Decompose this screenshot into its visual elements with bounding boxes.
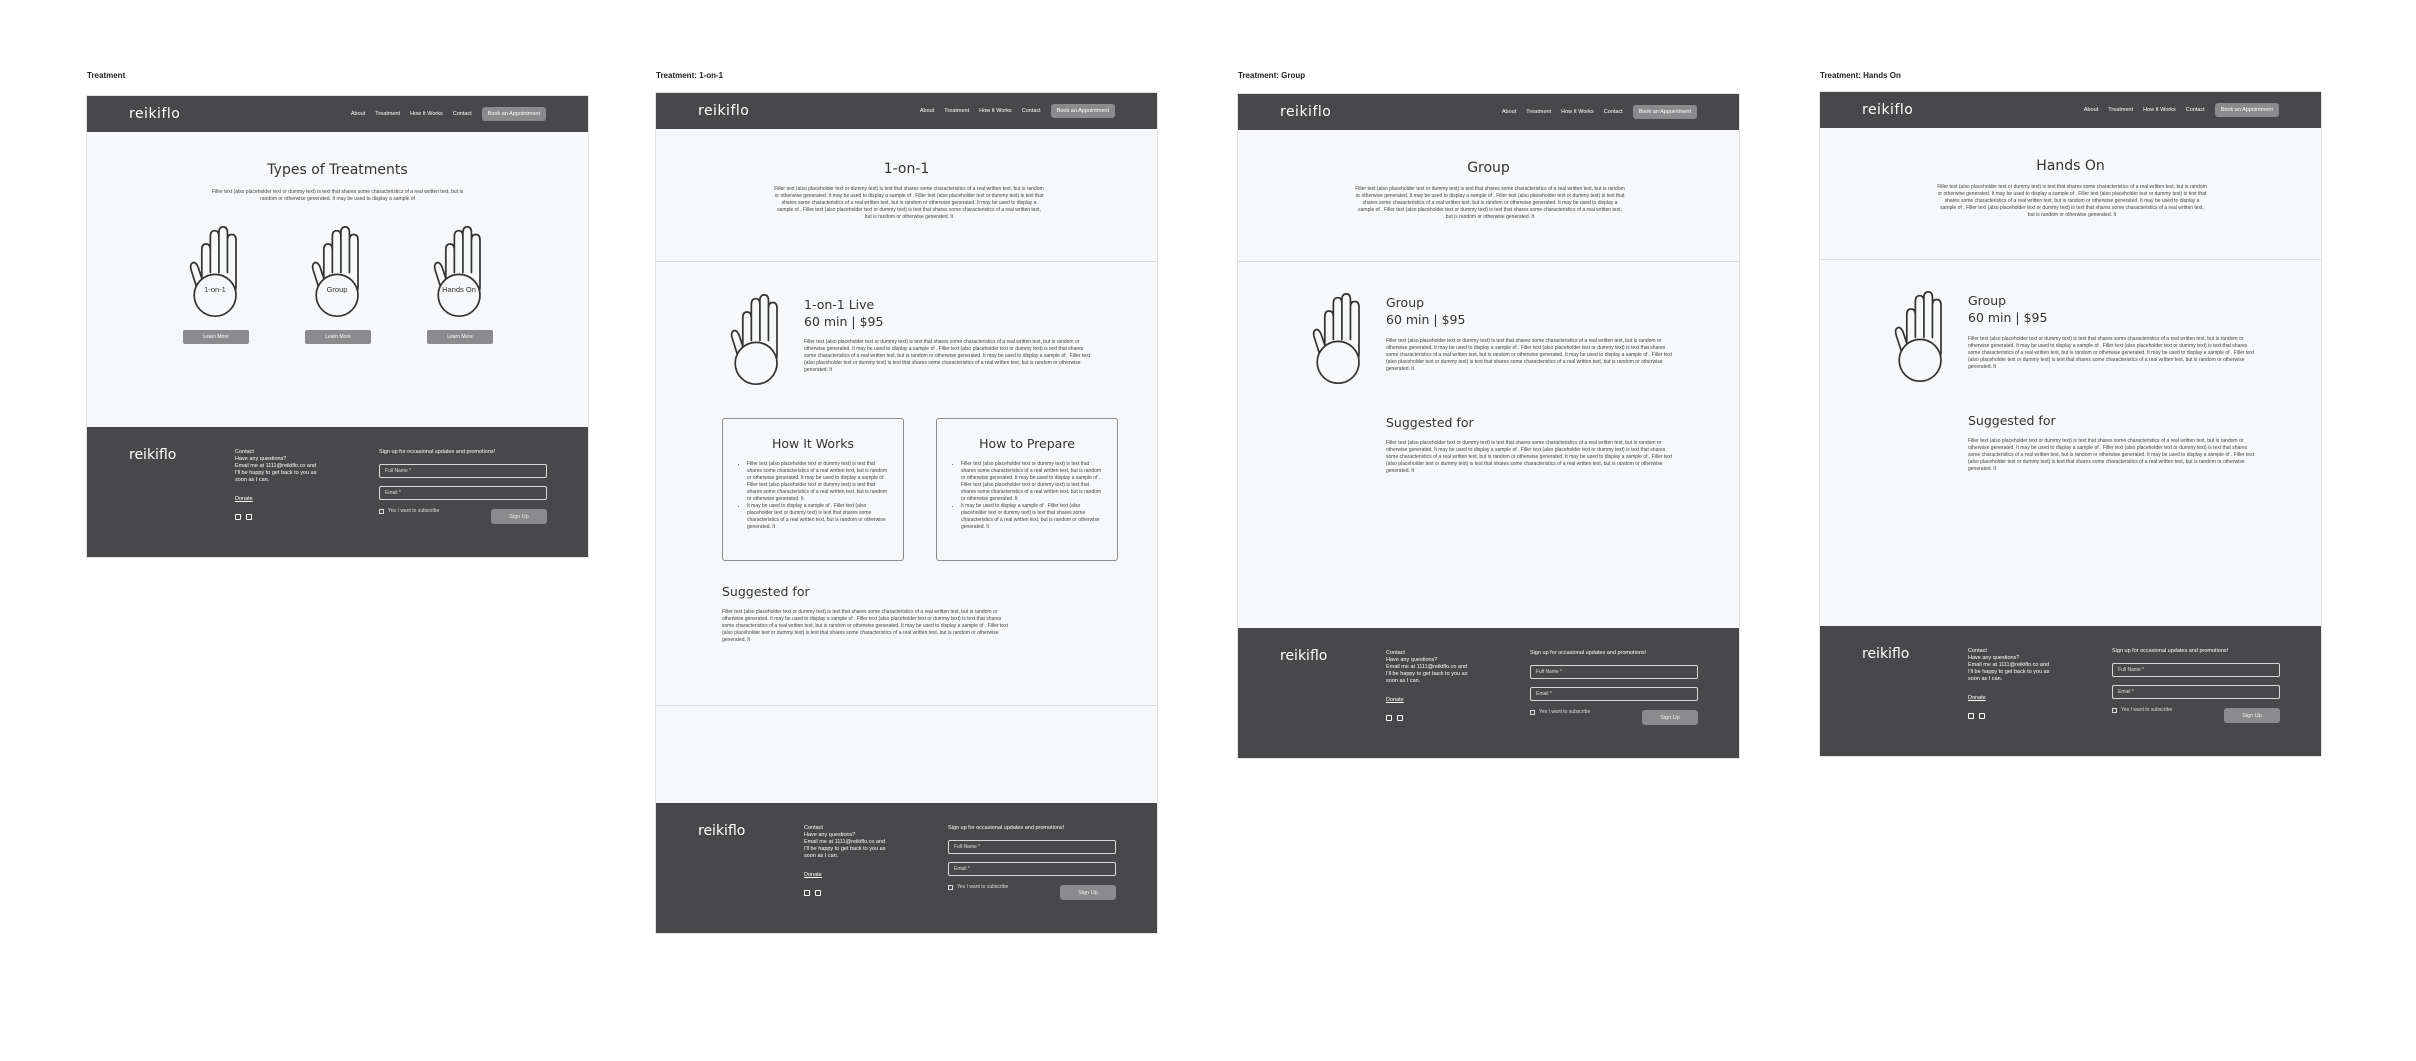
nav-treatment[interactable]: Treatment — [1526, 109, 1552, 115]
signup-heading: Sign up for occasional updates and promotions! — [948, 825, 1065, 831]
nav-about[interactable]: About — [919, 108, 935, 114]
signup-heading: Sign up for occasional updates and promotions! — [2112, 648, 2229, 654]
footer — [1238, 628, 1739, 758]
instagram-icon[interactable] — [235, 514, 241, 520]
how-it-works-card — [722, 418, 904, 561]
email-input[interactable]: Email * — [948, 862, 1116, 876]
social-links — [235, 514, 252, 520]
nav-about[interactable]: About — [1501, 109, 1517, 115]
offer-price: 60 min | $95 — [1386, 312, 1466, 327]
linkedin-icon[interactable] — [1979, 713, 1985, 719]
nav-about[interactable]: About — [2083, 107, 2099, 113]
suggested-text: Filler text (also placeholder text or dummy text) is text that shares some characteristics of a real written text, but is random or otherwise generated. It may be used to display a sample of . Filler text (also placeholder text or dummy text) is text that shares some characteristics of a real written text, but is random or otherwise generated. It may be used to display a sample of . Filler text (also placeholder text or dummy text) is text that shares some characteristics of a real written text, but is random or otherwise generated. It — [722, 609, 1008, 643]
nav-treatment[interactable]: Treatment — [375, 111, 401, 117]
subscribe-checkbox[interactable] — [379, 509, 384, 514]
nav-how-it-works[interactable]: How It Works — [979, 108, 1012, 114]
footer-contact: Contact Have any questions? Email me at 1111@reikiflo.co and I'll be happy to get back to you as soon as I can. — [1386, 650, 1468, 684]
nav-how-it-works[interactable]: How It Works — [410, 111, 443, 117]
how-to-prepare-card — [936, 418, 1118, 561]
footer — [87, 427, 588, 557]
nav-treatment[interactable]: Treatment — [2108, 107, 2134, 113]
subscribe-checkbox-row[interactable]: Yes I want to subscribe — [1530, 709, 1590, 715]
footer — [656, 803, 1157, 933]
donate-link[interactable]: Donate — [235, 496, 253, 502]
hand-icon — [1892, 290, 1952, 385]
subscribe-checkbox[interactable] — [1530, 710, 1535, 715]
divider — [656, 705, 1157, 706]
frame-group — [1238, 94, 1739, 758]
linkedin-icon[interactable] — [815, 890, 821, 896]
subscribe-checkbox[interactable] — [948, 885, 953, 890]
page-title: 1-on-1 — [883, 161, 930, 177]
frame-label-treatment: Treatment — [87, 71, 126, 80]
linkedin-icon[interactable] — [1397, 715, 1403, 721]
nav-how-it-works[interactable]: How It Works — [2143, 107, 2176, 113]
navbar — [87, 96, 588, 132]
divider — [656, 261, 1157, 262]
linkedin-icon[interactable] — [246, 514, 252, 520]
signup-heading: Sign up for occasional updates and promotions! — [379, 449, 496, 455]
social-links — [804, 890, 821, 896]
logo[interactable]: reikiflo — [1280, 104, 1332, 120]
hand-icon — [187, 225, 247, 320]
option-label-1-on-1: 1-on-1 — [204, 285, 226, 294]
logo[interactable]: reikiflo — [698, 103, 750, 119]
frame-treatment — [87, 96, 588, 557]
nav-about[interactable]: About — [350, 111, 366, 117]
intro-text: Filler text (also placeholder text or dummy text) is text that shares some characteristics of a real written text, but is random or otherwise generated. It may be used to display a sample of . Filler text (also placeholder text or dummy text) is text that shares some characteristics of a real written text, but is random or otherwise generated. It may be used to display a sample of . Filler text (also placeholder text or dummy text) is text that shares some characteristics of a real written text, but is random or otherwise generated. It — [1355, 186, 1625, 220]
logo[interactable]: reikiflo — [129, 106, 181, 122]
book-appointment-button[interactable]: Book an Appointment — [1633, 105, 1697, 119]
frame-label-1-on-1: Treatment: 1-on-1 — [656, 71, 724, 80]
fullname-input[interactable]: Full Name * — [379, 464, 547, 478]
instagram-icon[interactable] — [1386, 715, 1392, 721]
subscribe-checkbox[interactable] — [2112, 708, 2117, 713]
nav-contact[interactable]: Contact — [1021, 108, 1041, 114]
footer-contact: Contact Have any questions? Email me at 1111@reikiflo.co and I'll be happy to get back to you as soon as I can. — [804, 825, 886, 859]
signup-button[interactable]: Sign Up — [1642, 710, 1698, 725]
signup-button[interactable]: Sign Up — [1060, 885, 1116, 900]
intro-text: Filler text (also placeholder text or dummy text) is text that shares some characteristics of a real written text, but is random or otherwise generated. It may be used to display a sample of . Filler text (also placeholder text or dummy text) is text that shares some characteristics of a real written text, but is random or otherwise generated. It may be used to display a sample of . Filler text (also placeholder text or dummy text) is text that shares some characteristics of a real written text, but is random or otherwise generated. It — [774, 186, 1044, 220]
instagram-icon[interactable] — [1968, 713, 1974, 719]
offer-title: 1-on-1 Live — [804, 297, 875, 312]
page-title: Types of Treatments — [267, 162, 408, 178]
book-appointment-button[interactable]: Book an Appointment — [482, 107, 546, 121]
suggested-text: Filler text (also placeholder text or dummy text) is text that shares some characteristics of a real written text, but is random or otherwise generated. It may be used to display a sample of . Filler text (also placeholder text or dummy text) is text that shares some characteristics of a real written text, but is random or otherwise generated. It may be used to display a sample of . Filler text (also placeholder text or dummy text) is text that shares some characteristics of a real written text, but is random or otherwise generated. It — [1386, 440, 1672, 474]
footer-contact: Contact Have any questions? Email me at 1111@reikiflo.co and I'll be happy to get back to you as soon as I can. — [1968, 648, 2050, 682]
social-links — [1386, 715, 1403, 721]
offer-price: 60 min | $95 — [804, 314, 884, 329]
offer-title: Group — [1968, 293, 2007, 308]
hand-icon — [309, 225, 369, 320]
footer-logo[interactable]: reikiflo — [698, 823, 746, 839]
signup-heading: Sign up for occasional updates and promotions! — [1530, 650, 1647, 656]
fullname-input[interactable]: Full Name * — [2112, 663, 2280, 677]
nav-treatment[interactable]: Treatment — [944, 108, 970, 114]
suggested-title: Suggested for — [722, 584, 810, 599]
hand-icon — [1310, 292, 1370, 387]
nav-contact[interactable]: Contact — [1603, 109, 1623, 115]
email-input[interactable]: Email * — [379, 486, 547, 500]
intro-text: Filler text (also placeholder text or dummy text) is text that shares some characteristics of a real written text, but is random or otherwise generated. It may be used to display a sample of . Filler text (also placeholder text or dummy text) is text that shares some characteristics of a real written text, but is random or otherwise generated. It may be used to display a sample of . Filler text (also placeholder text or dummy text) is text that shares some characteristics of a real written text, but is random or otherwise generated. It — [1937, 184, 2207, 218]
navbar — [1820, 92, 2321, 128]
footer — [1820, 626, 2321, 756]
suggested-title: Suggested for — [1968, 413, 2056, 428]
footer-logo[interactable]: reikiflo — [129, 447, 177, 463]
list-item: • Filler text (also placeholder text or dummy text) is text that shares some characteristics of a real written text, but is random or otherwise generated. It may be used to display a sample of . Filler text (also placeholder text or dummy text) is text that shares some characteristics of a real written text, but is random or otherwise generated. It — [747, 461, 891, 503]
suggested-title: Suggested for — [1386, 415, 1474, 430]
email-input[interactable]: Email * — [1530, 687, 1698, 701]
divider — [1820, 259, 2321, 260]
logo[interactable]: reikiflo — [1862, 102, 1914, 118]
footer-logo[interactable]: reikiflo — [1862, 646, 1910, 662]
how-to-prepare-list — [955, 461, 1105, 531]
hand-icon — [431, 225, 491, 320]
nav-how-it-works[interactable]: How It Works — [1561, 109, 1594, 115]
list-item: • Filler text (also placeholder text or dummy text) is text that shares some characteristics of a real written text, but is random or otherwise generated. It may be used to display a sample of . Filler text (also placeholder text or dummy text) is text that shares some characteristics of a real written text, but is random or otherwise generated. It — [961, 461, 1105, 503]
divider — [1238, 261, 1739, 262]
list-item: • It may be used to display a sample of . Filler text (also placeholder text or dummy text) is text that shares some characteristics of a real written text, but is random or otherwise generated. It — [961, 503, 1105, 531]
offer-description: Filler text (also placeholder text or dummy text) is text that shares some characteristics of a real written text, but is random or otherwise generated. It may be used to display a sample of . Filler text (also placeholder text or dummy text) is text that shares some characteristics of a real written text, but is random or otherwise generated. It may be used to display a sample of . Filler text (also placeholder text or dummy text) is text that shares some characteristics of a real written text, but is random or otherwise generated. It — [1386, 338, 1672, 372]
fullname-input[interactable]: Full Name * — [1530, 665, 1698, 679]
frame-label-hands-on: Treatment: Hands On — [1820, 71, 1901, 80]
subscribe-checkbox-row[interactable]: Yes I want to subscribe — [379, 508, 439, 514]
email-input[interactable]: Email * — [2112, 685, 2280, 699]
fullname-input[interactable]: Full Name * — [948, 840, 1116, 854]
offer-description: Filler text (also placeholder text or dummy text) is text that shares some characteristics of a real written text, but is random or otherwise generated. It may be used to display a sample of . Filler text (also placeholder text or dummy text) is text that shares some characteristics of a real written text, but is random or otherwise generated. It may be used to display a sample of . Filler text (also placeholder text or dummy text) is text that shares some characteristics of a real written text, but is random or otherwise generated. It — [1968, 336, 2254, 370]
social-links — [1968, 713, 1985, 719]
offer-price: 60 min | $95 — [1968, 310, 2048, 325]
offer-title: Group — [1386, 295, 1425, 310]
signup-button[interactable]: Sign Up — [2224, 708, 2280, 723]
subscribe-checkbox-row[interactable]: Yes I want to subscribe — [948, 884, 1008, 890]
footer-logo[interactable]: reikiflo — [1280, 648, 1328, 664]
option-label-hands-on: Hands On — [442, 285, 476, 294]
offer-description: Filler text (also placeholder text or dummy text) is text that shares some characteristics of a real written text, but is random or otherwise generated. It may be used to display a sample of . Filler text (also placeholder text or dummy text) is text that shares some characteristics of a real written text, but is random or otherwise generated. It may be used to display a sample of . Filler text (also placeholder text or dummy text) is text that shares some characteristics of a real written text, but is random or otherwise generated. It — [804, 339, 1090, 373]
learn-more-button-group[interactable]: Learn More — [305, 330, 371, 344]
how-it-works-title: How It Works — [772, 436, 854, 451]
donate-link[interactable]: Donate — [1386, 697, 1404, 703]
donate-link[interactable]: Donate — [804, 872, 822, 878]
intro-text: Filler text (also placeholder text or dummy text) is text that shares some characteristics of a real written text, but is random or otherwise generated. It may be used to display a sample of — [211, 189, 464, 202]
list-item: • It may be used to display a sample of . Filler text (also placeholder text or dummy text) is text that shares some characteristics of a real written text, but is random or otherwise generated. It — [747, 503, 891, 531]
option-label-group: Group — [326, 285, 348, 294]
nav-contact[interactable]: Contact — [452, 111, 472, 117]
frame-hands-on — [1820, 92, 2321, 756]
how-to-prepare-title: How to Prepare — [979, 436, 1075, 451]
signup-button[interactable]: Sign Up — [491, 509, 547, 524]
learn-more-button-hands-on[interactable]: Learn More — [427, 330, 493, 344]
hand-icon — [728, 293, 788, 388]
learn-more-button-1-on-1[interactable]: Learn More — [183, 330, 249, 344]
suggested-text: Filler text (also placeholder text or dummy text) is text that shares some characteristics of a real written text, but is random or otherwise generated. It may be used to display a sample of . Filler text (also placeholder text or dummy text) is text that shares some characteristics of a real written text, but is random or otherwise generated. It may be used to display a sample of . Filler text (also placeholder text or dummy text) is text that shares some characteristics of a real written text, but is random or otherwise generated. It — [1968, 438, 2254, 472]
frame-1-on-1 — [656, 93, 1157, 933]
page-title: Hands On — [2036, 158, 2105, 174]
how-it-works-list — [741, 461, 891, 531]
book-appointment-button[interactable]: Book an Appointment — [2215, 103, 2279, 117]
navbar — [1238, 94, 1739, 130]
footer-contact: Contact Have any questions? Email me at 1111@reikiflo.co and I'll be happy to get back to you as soon as I can. — [235, 449, 317, 483]
frame-label-group: Treatment: Group — [1238, 71, 1306, 80]
instagram-icon[interactable] — [804, 890, 810, 896]
book-appointment-button[interactable]: Book an Appointment — [1051, 104, 1115, 118]
donate-link[interactable]: Donate — [1968, 695, 1986, 701]
navbar — [656, 93, 1157, 129]
nav-contact[interactable]: Contact — [2185, 107, 2205, 113]
page-title: Group — [1467, 160, 1510, 176]
subscribe-checkbox-row[interactable]: Yes I want to subscribe — [2112, 707, 2172, 713]
